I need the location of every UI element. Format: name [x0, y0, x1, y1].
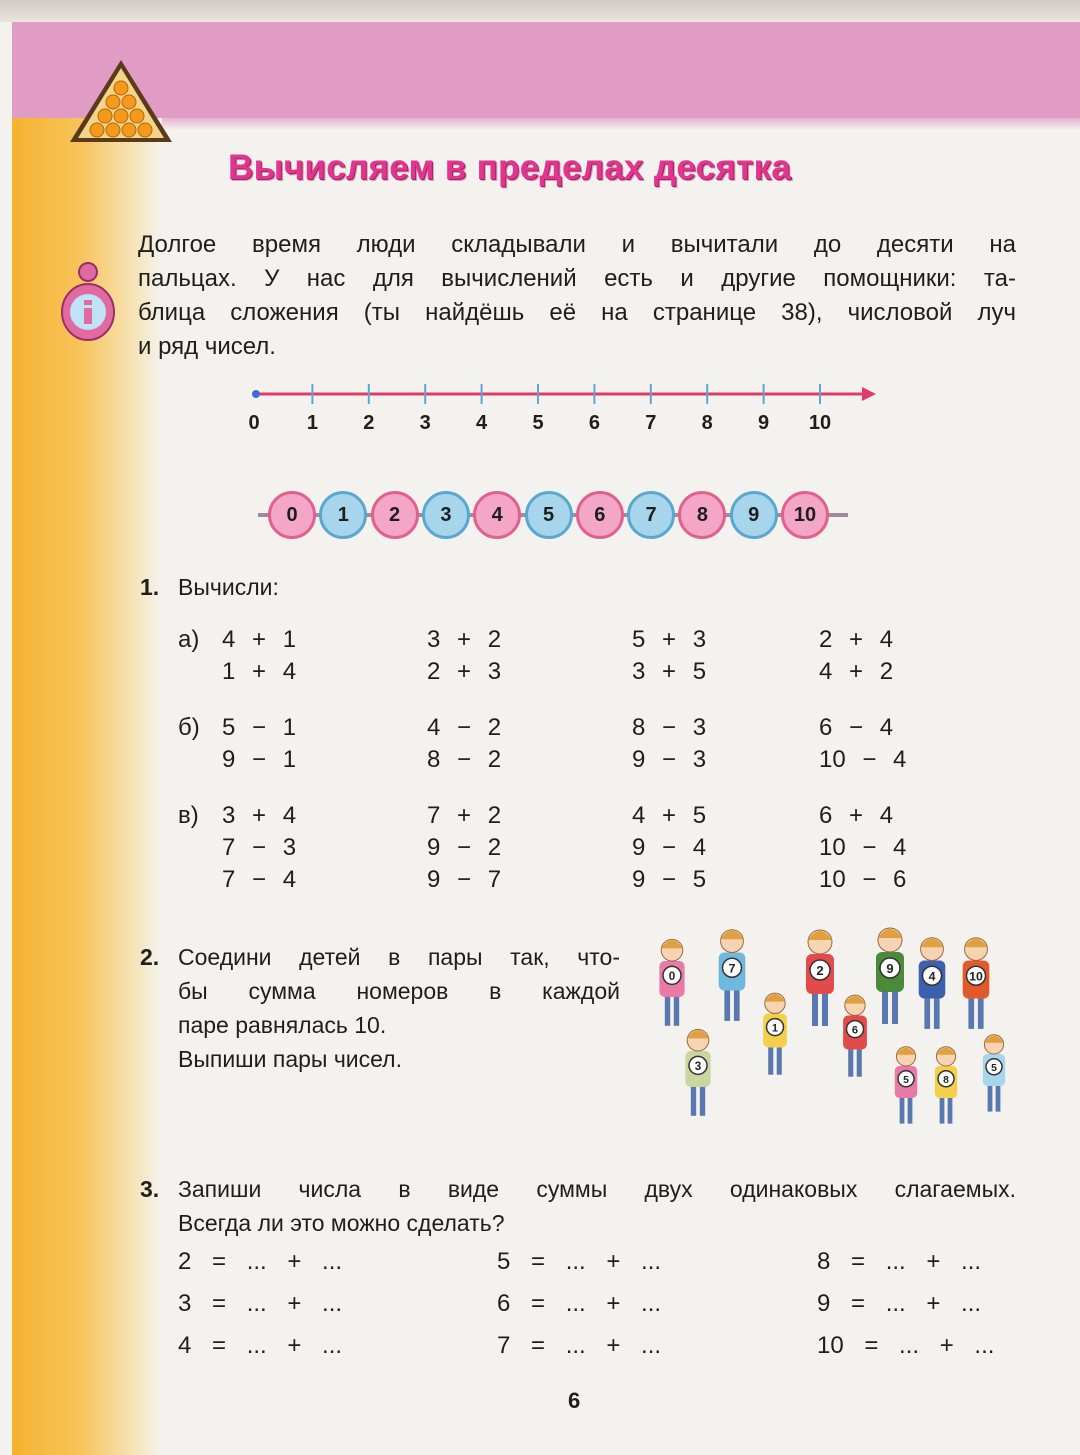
exercise-expression: 6 + 4: [819, 802, 894, 829]
page-number: 6: [568, 1388, 581, 1413]
exercise-expression: 8 − 3: [632, 714, 707, 741]
task2-line: Выпиши пары чисел.: [178, 1046, 402, 1072]
number-line: [0, 0, 1080, 420]
number-row-circle: 4: [473, 491, 521, 539]
sum-equation: 7 = ... + ...: [497, 1332, 662, 1359]
exercise-expression: 4 + 5: [632, 802, 707, 829]
task-number: 1.: [140, 574, 160, 600]
exercise-expression: 3 + 2: [427, 626, 502, 653]
child-number: 8: [943, 1074, 949, 1086]
exercise-expression: 10 − 4: [819, 834, 907, 861]
number-line-label: 10: [808, 412, 832, 434]
number-line-label: 0: [248, 412, 260, 434]
intro-line: блица сложения (ты найдёшь её на странице 38), числовой луч: [138, 299, 1016, 326]
exercise-expression: 2 + 4: [819, 626, 894, 653]
exercise-expression: 9 − 1: [222, 746, 297, 773]
sum-equation: 10 = ... + ...: [817, 1332, 995, 1359]
number-row-circle: 2: [371, 491, 419, 539]
exercise-expression: 9 − 3: [632, 746, 707, 773]
intro-line: и ряд чисел.: [138, 333, 276, 360]
task3-line: Запиши числа в виде суммы двух одинаковых слагаемых.: [178, 1176, 1016, 1202]
child-number: 9: [886, 961, 894, 976]
children-illustration: [640, 912, 1025, 1142]
number-row-circle: 0: [268, 491, 316, 539]
child-figure: [935, 1047, 957, 1124]
task2-line: паре равнялась 10.: [178, 1012, 387, 1038]
number-line-label: 5: [532, 412, 544, 434]
number-row-circle: 8: [678, 491, 726, 539]
number-row-circle: 5: [525, 491, 573, 539]
exercise-expression: 8 − 2: [427, 746, 502, 773]
child-figure: [963, 938, 990, 1029]
child-number: 6: [851, 1024, 859, 1037]
exercise-expression: 10 − 6: [819, 866, 907, 893]
task2-line: бы сумма номеров в каждой: [178, 978, 620, 1004]
exercise-expression: 7 + 2: [427, 802, 502, 829]
exercise-expression: 4 − 2: [427, 714, 502, 741]
task3-line: Всегда ли это можно сделать?: [178, 1210, 505, 1236]
exercise-expression: 10 − 4: [819, 746, 907, 773]
exercise-expression: 1 + 4: [222, 658, 297, 685]
number-line-label: 9: [758, 412, 770, 434]
exercise-expression: 4 + 2: [819, 658, 894, 685]
child-figure: [876, 928, 904, 1024]
exercise-expression: 9 − 5: [632, 866, 707, 893]
sum-equation: 5 = ... + ...: [497, 1248, 662, 1275]
number-line-label: 8: [701, 412, 713, 434]
child-figure: [843, 995, 867, 1077]
exercise-group-label: в): [178, 802, 199, 829]
child-number: 5: [903, 1074, 909, 1086]
task-number: 3.: [140, 1176, 160, 1202]
exercise-expression: 2 + 3: [427, 658, 502, 685]
child-figure: [895, 1047, 917, 1124]
task-number: 2.: [140, 944, 160, 970]
child-figure: [763, 993, 787, 1075]
exercise-group-label: а): [178, 626, 200, 653]
task-prompt: Вычисли:: [178, 574, 279, 600]
exercise-expression: 7 − 4: [222, 866, 297, 893]
child-figure: [983, 1035, 1005, 1112]
exercise-expression: 4 + 1: [222, 626, 297, 653]
number-row-circle: 6: [576, 491, 624, 539]
exercise-expression: 9 − 4: [632, 834, 707, 861]
child-figure: [806, 930, 834, 1026]
sum-equation: 4 = ... + ...: [178, 1332, 343, 1359]
sum-equation: 8 = ... + ...: [817, 1248, 982, 1275]
child-number: 4: [928, 969, 936, 984]
exercise-expression: 9 − 2: [427, 834, 502, 861]
child-number: 5: [991, 1062, 997, 1074]
sum-equation: 3 = ... + ...: [178, 1290, 343, 1317]
child-figure: [659, 939, 684, 1025]
child-number: 10: [969, 969, 983, 984]
task2-line: Соедини детей в пары так, что-: [178, 944, 620, 970]
child-figure: [685, 1029, 710, 1115]
exercise-expression: 6 − 4: [819, 714, 894, 741]
number-row-circle: 3: [422, 491, 470, 539]
exercise-expression: 7 − 3: [222, 834, 297, 861]
task3-text: [178, 1172, 1016, 1240]
exercise-expression: 5 + 3: [632, 626, 707, 653]
number-row-circle: 10: [781, 491, 829, 539]
sum-equation: 2 = ... + ...: [178, 1248, 343, 1275]
exercise-expression: 3 + 5: [632, 658, 707, 685]
exercise-expression: 9 − 7: [427, 866, 502, 893]
child-figure: [919, 938, 946, 1029]
intro-line: пальцах. У нас для вычислений есть и другие помощники: та-: [138, 265, 1016, 292]
number-row-circle: 7: [627, 491, 675, 539]
number-line-label: 7: [645, 412, 657, 434]
intro-line: Долгое время люди складывали и вычитали до десяти на: [138, 231, 1016, 258]
child-number: 1: [771, 1022, 779, 1035]
page-title: Вычисляем в пределах десятка: [228, 148, 792, 187]
child-number: 3: [694, 1059, 702, 1073]
exercise-group-label: б): [178, 714, 200, 741]
exercise-expression: 5 − 1: [222, 714, 297, 741]
child-number: 7: [728, 961, 736, 976]
sum-equation: 6 = ... + ...: [497, 1290, 662, 1317]
number-line-label: 1: [306, 412, 318, 434]
number-line-label: 3: [419, 412, 431, 434]
sum-equation: 9 = ... + ...: [817, 1290, 982, 1317]
number-line-label: 4: [476, 412, 488, 434]
child-figure: [719, 930, 746, 1021]
child-number: 0: [668, 969, 676, 983]
task2-text: [178, 940, 620, 1076]
exercise-expression: 3 + 4: [222, 802, 297, 829]
number-row-circle: 9: [730, 491, 778, 539]
number-line-label: 6: [588, 412, 600, 434]
child-number: 2: [816, 963, 824, 978]
number-row-circle: 1: [319, 491, 367, 539]
number-line-label: 2: [363, 412, 375, 434]
